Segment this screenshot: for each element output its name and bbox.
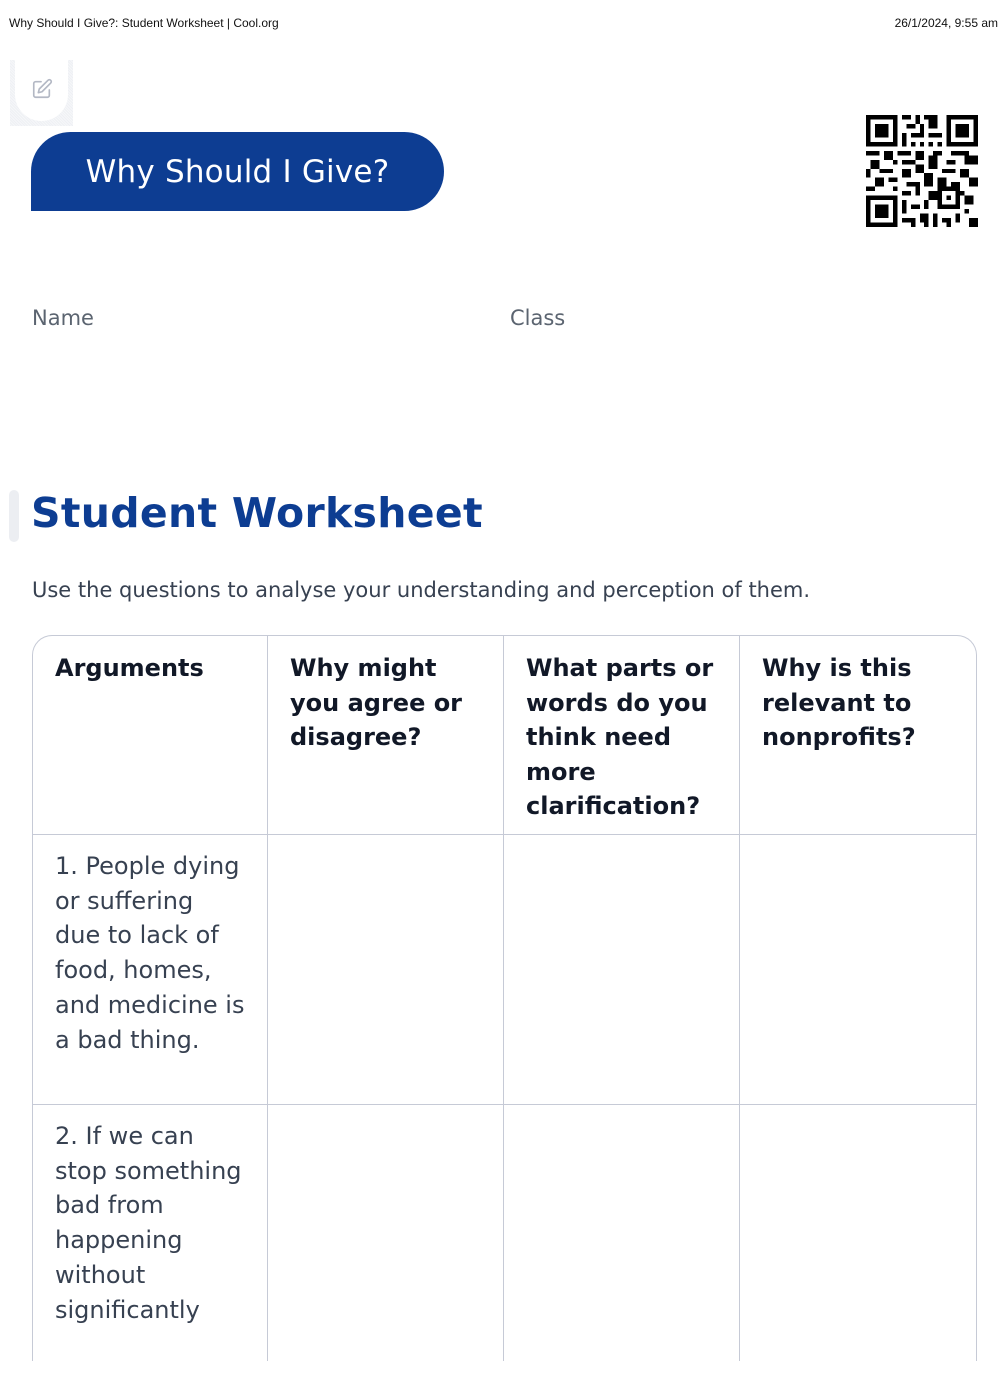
column-header-relevance: Why is this relevant to nonprofits? <box>762 654 916 751</box>
print-datetime: 26/1/2024, 9:55 am <box>894 16 998 30</box>
relevance-answer-cell[interactable] <box>740 1105 976 1361</box>
class-field-label: Class <box>510 306 566 330</box>
table-row <box>33 1105 976 1361</box>
column-header-arguments: Arguments <box>33 636 268 834</box>
name-field-label: Name <box>32 306 94 330</box>
print-page-title: Why Should I Give?: Student Worksheet | Cool.org <box>9 16 279 30</box>
argument-cell: 2. If we can stop something bad from happening without significantly <box>33 1105 268 1361</box>
clarification-answer-cell[interactable] <box>504 1105 740 1361</box>
agree-answer-cell[interactable] <box>268 1105 504 1361</box>
edit-square-icon <box>31 78 53 100</box>
column-header-agree: Why might you agree or disagree? <box>268 636 504 834</box>
qr-code-icon <box>866 115 978 227</box>
column-header-clarification: What parts or words do you think need more clarification? <box>504 636 740 834</box>
edit-tab[interactable] <box>10 60 73 126</box>
clarification-answer-cell[interactable] <box>504 835 740 1104</box>
edit-button[interactable] <box>15 60 68 121</box>
table-row <box>33 835 976 1105</box>
worksheet-title-banner: Why Should I Give? <box>31 132 444 211</box>
argument-cell: 1. People dying or suffering due to lack of food, homes, and medicine is a bad thing. <box>33 835 268 1104</box>
section-marker <box>9 490 19 542</box>
section-title: Student Worksheet <box>31 489 483 537</box>
section-intro: Use the questions to analyse your understanding and perception of them. <box>32 578 811 602</box>
worksheet-table <box>32 635 977 1361</box>
print-header <box>0 0 1000 44</box>
table-header-row <box>33 636 976 835</box>
relevance-answer-cell[interactable] <box>740 835 976 1104</box>
agree-answer-cell[interactable] <box>268 835 504 1104</box>
